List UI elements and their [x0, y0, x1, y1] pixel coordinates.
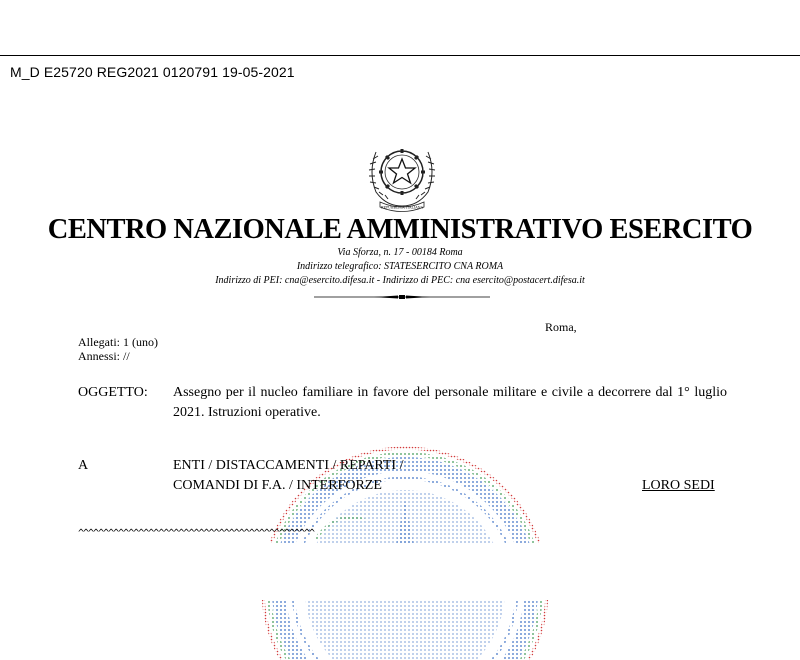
section-separator: ^^^^^^^^^^^^^^^^^^^^^^^^^^^^^^^^^^^^^^^^^^^^^^^ [78, 528, 314, 539]
telegraph-address: Indirizzo telegrafico: STATESERCITO CNA ROMA [296, 261, 504, 272]
page-cutoff [0, 543, 800, 600]
address-line: Via Sforza, n. 17 - 00184 Roma [337, 247, 463, 258]
recipients-line-1: ENTI / DISTACCAMENTI / REPARTI / [173, 458, 404, 473]
organization-title: CENTRO NAZIONALE AMMINISTRATIVO ESERCITO [47, 214, 753, 245]
subject-text: Assegno per il nucleo familiare in favore del personale militare e civile a decorrere dal 1° luglio 2021. Istruzioni operative. [173, 385, 727, 420]
destination-loro-sedi: LORO SEDI [642, 478, 715, 493]
page-top-edge [0, 55, 800, 56]
recipients-line-2: COMANDI DI F.A. / INTERFORZE [173, 478, 382, 493]
italian-republic-emblem-icon [366, 132, 438, 214]
protocol-number: M_D E25720 REG2021 0120791 19-05-2021 [10, 64, 295, 80]
place-date: Roma, [545, 320, 577, 334]
annexes-label: Annessi: // [78, 349, 130, 363]
attachments-label: Allegati: 1 (uno) [78, 335, 158, 349]
email-addresses: Indirizzo di PEI: cna@esercito.difesa.it - Indirizzo di PEC: cna esercito@postacert.difesa.it [215, 275, 585, 286]
recipients-label: A [78, 458, 89, 473]
emblem-ribbon-text: REPUBBLICA ITALIANA [380, 205, 424, 210]
subject-label: OGGETTO: [78, 385, 148, 400]
header-divider [314, 293, 490, 301]
